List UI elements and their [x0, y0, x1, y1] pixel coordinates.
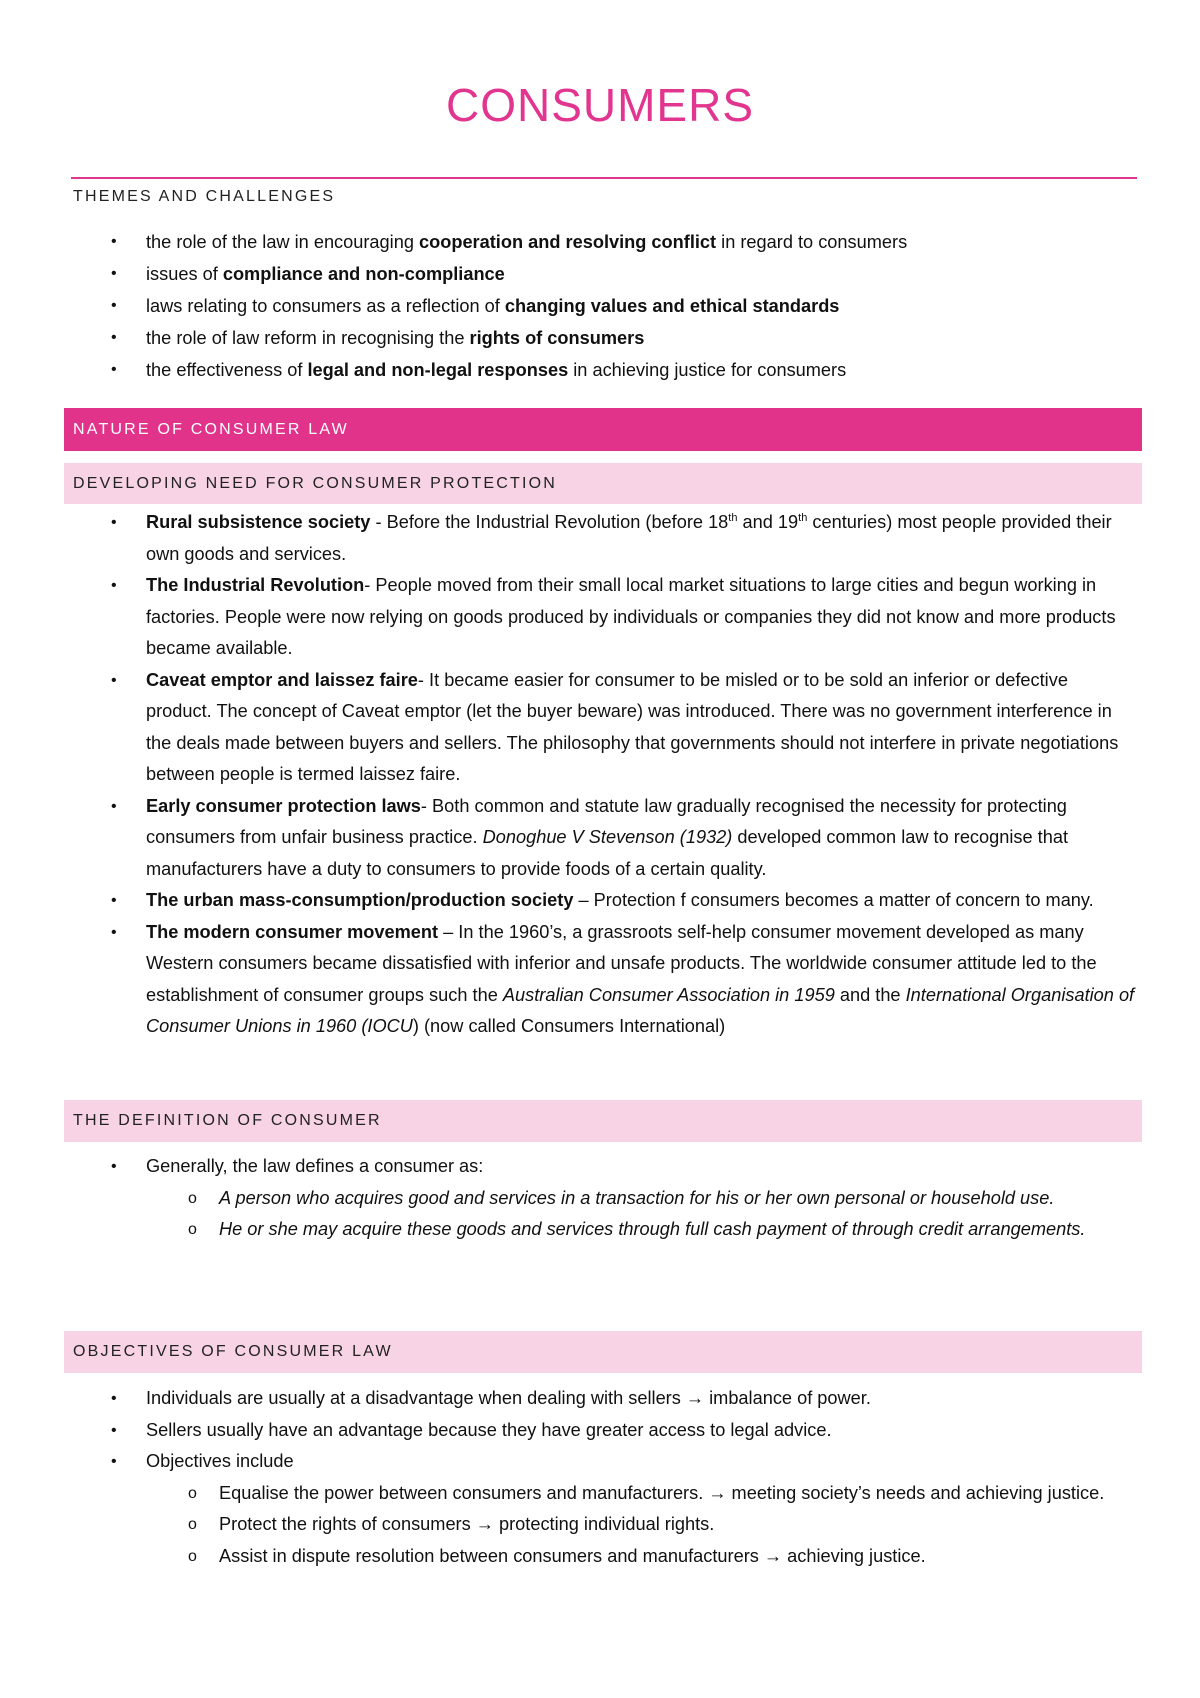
- sub-item: o Assist in dispute resolution between consumers and manufacturers → achieving justice.: [146, 1541, 1138, 1573]
- objectives-list: [0, 1383, 1200, 1572]
- bullet: •: [111, 1421, 117, 1439]
- list-item: • Individuals are usually at a disadvantage when dealing with sellers → imbalance of power.: [0, 1383, 1200, 1415]
- themes-heading: THEMES AND CHALLENGES: [73, 188, 336, 205]
- list-item: • Sellers usually have an advantage because they have greater access to legal advice.: [0, 1415, 1200, 1447]
- bullet: •: [111, 361, 117, 378]
- sub-bullet: o: [188, 1547, 197, 1565]
- bullet: •: [111, 892, 117, 909]
- definition-list: [0, 1151, 1200, 1246]
- bullet: •: [111, 1158, 117, 1175]
- section-band-objectives: OBJECTIVES OF CONSUMER LAW: [64, 1331, 1142, 1373]
- bullet: •: [111, 797, 117, 815]
- bullet: •: [111, 671, 117, 689]
- list-item-industrial: • The Industrial Revolution- People moved from their small local market situations to large cities and begun working in factories. People were now relying on goods produced by individuals or companies they did not know and more products became available.: [0, 570, 1200, 665]
- list-item-caveat: • Caveat emptor and laissez faire- It became easier for consumer to be misled or to be sold an inferior or defective product. The concept of Caveat emptor (let the buyer beware) was introduced. There was no government interference in the deals made between buyers and sellers. The philosophy that governments should not interfere in private negotiations between people is termed laissez faire.: [0, 665, 1200, 791]
- list-item-modern: • The modern consumer movement – In the 1960’s, a grassroots self-help consumer movement developed as many Western consumers became dissatisfied with inferior and unsafe products. The worldwide consumer attitude led to the establishment of consumer groups such the Australian Consumer Association in 1959 and the International Organisation of Consumer Unions in 1960 (IOCU) (now called Consumers International): [0, 917, 1200, 1043]
- list-item: • the role of law reform in recognising the rights of consumers: [0, 322, 1200, 354]
- developing-list: [0, 507, 1200, 1043]
- list-item-early: • Early consumer protection laws- Both common and statute law gradually recognised the necessity for protecting consumers from unfair business practice. Donoghue V Stevenson (1932) developed common law to recognise that manufacturers have a duty to consumers to provide foods of a certain quality.: [0, 791, 1200, 886]
- sub-bullet: o: [188, 1221, 197, 1238]
- sub-item: o Protect the rights of consumers → protecting individual rights.: [146, 1509, 1138, 1541]
- list-item-definition: • Generally, the law defines a consumer as: o A person who acquires good and services in a transaction for his or her own personal or household use. o He or she may acquire these goods and services through full cash payment of through credit arrangements.: [0, 1151, 1200, 1246]
- sub-item: o He or she may acquire these goods and services through full cash payment of through credit arrangements.: [146, 1214, 1138, 1246]
- sub-bullet: o: [188, 1189, 197, 1207]
- page-title: CONSUMERS: [445, 79, 755, 131]
- bullet: •: [111, 923, 117, 941]
- sub-item: o Equalise the power between consumers and manufacturers. → meeting society’s needs and achieving justice.: [146, 1478, 1138, 1510]
- bullet: •: [111, 1390, 117, 1407]
- bullet: •: [111, 265, 117, 282]
- bullet: •: [111, 329, 117, 346]
- section-band-developing: DEVELOPING NEED FOR CONSUMER PROTECTION: [64, 463, 1142, 504]
- objectives-sublist: [146, 1478, 1138, 1573]
- list-item: • the effectiveness of legal and non-legal responses in achieving justice for consumers: [0, 354, 1200, 386]
- bullet: •: [111, 233, 117, 250]
- list-item: • laws relating to consumers as a reflection of changing values and ethical standards: [0, 290, 1200, 322]
- bullet: •: [111, 1453, 117, 1470]
- sub-bullet: o: [188, 1484, 197, 1502]
- list-item: • the role of the law in encouraging cooperation and resolving conflict in regard to consumers: [0, 226, 1200, 258]
- list-item-rural: • Rural subsistence society - Before the Industrial Revolution (before 18th and 19th centuries) most people provided their own goods and services.: [0, 507, 1200, 570]
- title-divider: [71, 177, 1137, 179]
- bullet: •: [111, 514, 117, 531]
- bullet: •: [111, 577, 117, 594]
- themes-list: [0, 226, 1200, 386]
- list-item: • Objectives include o Equalise the power between consumers and manufacturers. → meeting society’s needs and achieving justice. o Protect the rights of consumers → protecting individual rights. o Assist in dispute resolution between consumers and manufacturers → achieving justice.: [0, 1446, 1200, 1572]
- section-band-definition: THE DEFINITION OF CONSUMER: [64, 1100, 1142, 1142]
- sub-item: o A person who acquires good and services in a transaction for his or her own personal or household use.: [146, 1183, 1138, 1215]
- list-item-urban: • The urban mass-consumption/production society – Protection f consumers becomes a matter of concern to many.: [0, 885, 1200, 917]
- section-band-nature: NATURE OF CONSUMER LAW: [64, 408, 1142, 451]
- definition-sublist: [146, 1183, 1138, 1246]
- list-item: • issues of compliance and non-compliance: [0, 258, 1200, 290]
- bullet: •: [111, 297, 117, 314]
- sub-bullet: o: [188, 1516, 197, 1533]
